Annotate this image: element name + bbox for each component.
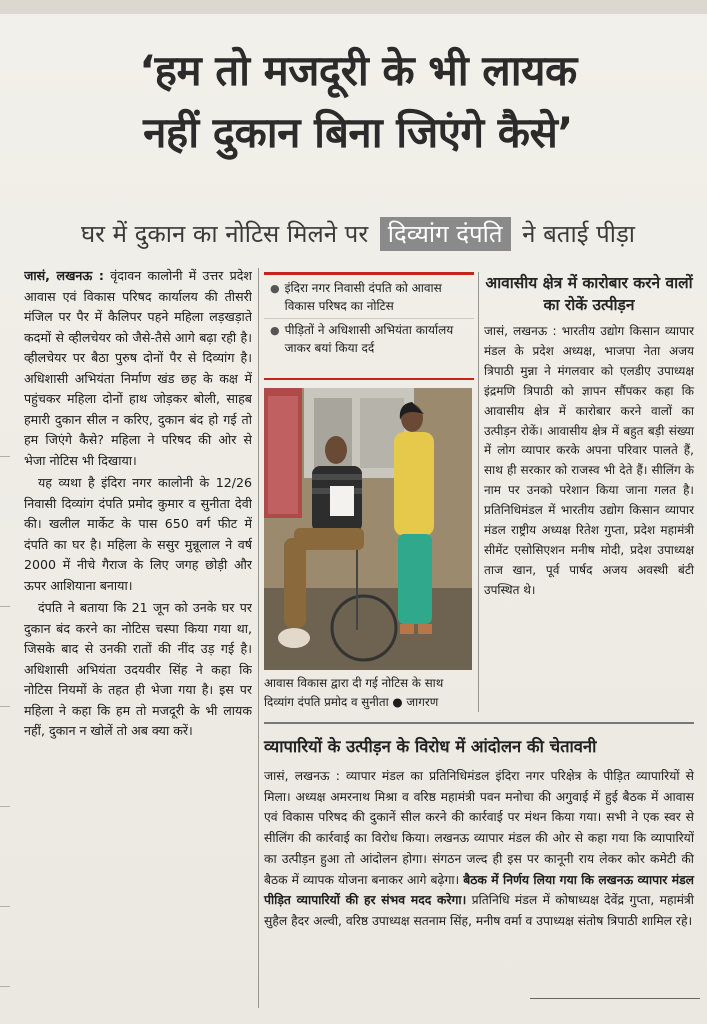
bottom-story-body: जासं, लखनऊ : व्यापार मंडल का प्रतिनिधिमंडल इंदिरा नगर परिक्षेत्र के पीड़ित व्यापारियों से मिला। अध्यक्ष अमरनाथ मिश्रा व वरिष्ठ महामंत्री पवन मनोचा की अगुवाई में हुई बैठक में आवास एवं विकास परिषद की दुकानें सील करने की कार्रवाई पर मंथन किया गया। सभी ने एक स्वर से सीलिंग की कार्रवाई का विरोध किया। लखनऊ व्यापार मंडल की ओर से कहा गया कि व्यापारियों का उत्पीड़न हुआ तो आंदोलन होगा। संगठन जल्द ही इस पर कानूनी राय लेकर कोर कमेटी की बैठक में व्यापक योजना बनाकर आगे बढ़ेगा। बैठक में निर्णय लिया गया कि लखनऊ व्यापार मंडल पीड़ित व्यापारियों की हर संभव मदद करेगा। प्रतिनिधि मंडल में कोषाध्यक्ष देवेंद्र गुप्ता, महामंत्री सुहैल हैदर अल्वी, वरिष्ठ उपाध्यक्ष सतनाम सिंह, मनीष वर्मा व उपाध्यक्ष संतोष त्रिपाठी शामिल रहे। <box>264 769 694 928</box>
column-divider <box>258 268 259 1008</box>
bullet-icon: ● <box>270 282 280 295</box>
main-headline <box>22 40 694 164</box>
story-end-rule <box>530 998 700 999</box>
caption-text: आवास विकास द्वारा दी गई नोटिस के साथ दिव्यांग दंपति प्रमोद व सुनीता <box>264 676 444 709</box>
side-story <box>484 272 694 712</box>
news-photo <box>264 388 472 670</box>
bullet-icon: ● <box>270 324 280 337</box>
photo-credit: ● जागरण <box>392 695 439 709</box>
photo-caption <box>264 674 472 714</box>
main-story-para-1: जासं, लखनऊ : वृंदावन कालोनी में उत्तर प्रदेश आवास एवं विकास परिषद कार्यालय की तीसरी मंजिल पर पैर में कैलिपर पहने महिला लड़खड़ाते कदमों से व्हीलचेयर को जैसे-तैसे आगे बढ़ा रही है। व्हीलचेयर पर बैठा पुरुष दोनों पैर से दिव्यांग है। अधिशासी अभियंता निर्माण खंड छह के कक्ष में पहुंचकर महिला दोनों हाथ जोड़कर बोली, साहब हमारी दुकान सील न करिए, दुकान बंद हो गई तो हम जिएंगे कैसे? महिला ने परिषद की ओर से भेजा नोटिस भी दिखाया। <box>24 268 252 468</box>
subhead-after: ने बताई पीड़ा <box>522 220 636 248</box>
side-story-body: जासं, लखनऊ : भारतीय उद्योग किसान व्यापार मंडल के प्रदेश अध्यक्ष, भाजपा नेता अजय त्रिपाठी मुन्ना ने मंगलवार को एलडीए उपाध्यक्ष इंद्रमणि त्रिपाठी को ज्ञापन सौंपकर कहा कि आवासीय क्षेत्र में कारोबार करने वालों का उत्पीड़न रोकें। आवासीय क्षेत्र में बहुत बड़ी संख्या में लोग व्यापार करके अपना परिवार पालते हैं, साथ ही सरकार को राजस्व भी देते हैं। सीलिंग के नाम पर उनको परेशान किया जाना गलत है। प्रतिनिधिमंडल में भारतीय उद्योग किसान व्यापार मंडल राष्ट्रीय अध्यक्ष रितेश गुप्ता, प्रदेश महामंत्री सीमेंट एसोसिएशन मनीष मोदी, प्रदेश उपाध्यक्ष ताज खान, पूर्व पार्षद अजय अवस्थी बंटी उपस्थित थे। <box>484 324 694 597</box>
column-divider-right <box>478 272 479 712</box>
subhead-before: घर में दुकान का नोटिस मिलने पर <box>80 220 369 248</box>
highlights-box <box>264 272 474 380</box>
photo-illustration <box>264 388 472 670</box>
main-story-para-3: दंपति ने बताया कि 21 जून को उनके घर पर दुकान बंद करने का नोटिस चस्पा किया गया था, जिसके बाद से उनकी रातों की नींद उड़ गई है। अधिशासी अभियंता उदयवीर सिंह ने कहा कि नोटिस नियमों के तहत ही भेजा गया है। इस पर महिला ने कहा कि हम तो मजदूरी के भी लायक नहीं, दुकान न खोलें तो अब क्या करें। <box>24 600 252 738</box>
bottom-story-rule <box>264 722 694 724</box>
scan-edge <box>0 0 707 14</box>
bottom-story-headline: व्यापारियों के उत्पीड़न के विरोध में आंदोलन की चेतावनी <box>264 737 597 756</box>
main-story-para-2: यह व्यथा है इंदिरा नगर कालोनी के 12/26 निवासी दिव्यांग दंपति प्रमोद कुमार व सुनीता देवी की। खलील मार्केट के पास 650 वर्ग फीट में दंपति का घर है। महिला के ससुर मुन्नूलाल ने वर्ष 2000 में नीचे गैराज के लिए जगह छोड़ी और ऊपर आशियाना बनाया। <box>24 475 252 593</box>
main-story <box>24 266 252 1012</box>
sub-headline <box>22 214 694 254</box>
subhead-highlight: दिव्यांग दंपति <box>380 217 511 251</box>
highlight-item: ● इंदिरा नगर निवासी दंपति को आवास विकास परिषद का नोटिस <box>264 280 474 318</box>
main-story-dateline: जासं, लखनऊ : <box>24 268 104 283</box>
bottom-story-bold-text: बैठक में निर्णय लिया गया कि लखनऊ व्यापार मंडल पीड़ित व्यापारियों की हर संभव मदद करेगा। <box>264 872 694 908</box>
headline-line-2: नहीं दुकान बिना जिएंगे कैसे’ <box>143 108 573 157</box>
headline-line-1: ‘हम तो मजदूरी के भी लायक <box>139 46 577 95</box>
side-story-headline: आवासीय क्षेत्र में कारोबार करने वालों का रोकें उत्पीड़न <box>485 274 693 314</box>
bottom-story <box>264 734 694 994</box>
margin-marks <box>0 266 10 1012</box>
highlight-item: ● पीड़ितों ने अधिशासी अभियंता कार्यालय जाकर बयां किया दर्द <box>264 318 474 360</box>
